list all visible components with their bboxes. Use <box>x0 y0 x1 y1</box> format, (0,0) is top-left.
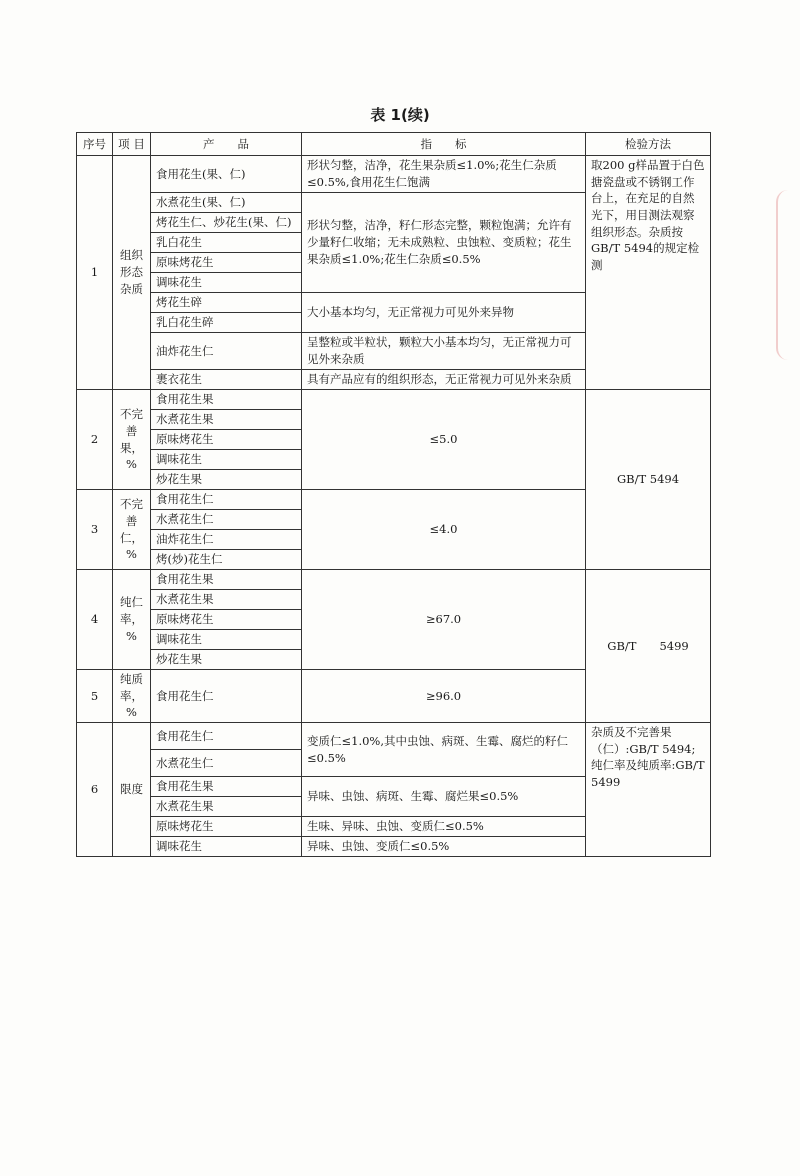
indicator-cell: ≤4.0 <box>302 490 586 570</box>
product-cell: 水煮花生仁 <box>151 750 302 777</box>
header-seq: 序号 <box>77 133 113 156</box>
seq-cell: 3 <box>77 490 113 570</box>
method-cell: GB/T 5494 <box>586 390 711 570</box>
header-method: 检验方法 <box>586 133 711 156</box>
table-title: 表 1(续) <box>370 106 430 124</box>
product-cell: 调味花生 <box>151 837 302 857</box>
indicator-cell: 呈整粒或半粒状，颗粒大小基本均匀，无正常视力可见外来杂质 <box>302 333 586 370</box>
product-cell: 乳白花生碎 <box>151 313 302 333</box>
item-cell: 不完善果，% <box>113 390 151 490</box>
product-cell: 食用花生果 <box>151 777 302 797</box>
indicator-cell: 生味、异味、虫蚀、变质仁≤0.5% <box>302 817 586 837</box>
indicator-cell: ≥96.0 <box>302 670 586 723</box>
indicator-cell: 形状匀整，洁净，花生果杂质≤1.0%;花生仁杂质≤0.5%,食用花生仁饱满 <box>302 156 586 193</box>
product-cell: 调味花生 <box>151 450 302 470</box>
table-row <box>77 723 711 750</box>
indicator-cell: 大小基本均匀，无正常视力可见外来异物 <box>302 293 586 333</box>
seq-cell: 5 <box>77 670 113 723</box>
product-cell: 食用花生果 <box>151 390 302 410</box>
product-cell: 水煮花生(果、仁) <box>151 193 302 213</box>
item-cell: 纯质率，% <box>113 670 151 723</box>
indicator-cell: ≥67.0 <box>302 570 586 670</box>
spec-table <box>76 132 728 857</box>
header-row <box>77 133 711 156</box>
product-cell: 原味烤花生 <box>151 817 302 837</box>
indicator-cell: 形状匀整，洁净，籽仁形态完整，颗粒饱满；允许有少量籽仁收缩；无未成熟粒、虫蚀粒、变质粒；花生果杂质≤1.0%;花生仁杂质≤0.5% <box>302 193 586 293</box>
indicator-cell: 具有产品应有的组织形态，无正常视力可见外来杂质 <box>302 370 586 390</box>
item-cell: 组织形态杂质 <box>113 156 151 390</box>
product-cell: 水煮花生仁 <box>151 510 302 530</box>
product-cell: 食用花生果 <box>151 570 302 590</box>
header-product: 产 品 <box>151 133 302 156</box>
table-row <box>77 570 711 590</box>
product-cell: 调味花生 <box>151 630 302 650</box>
seq-cell: 6 <box>77 723 113 857</box>
header-item: 项 目 <box>113 133 151 156</box>
product-cell: 食用花生(果、仁) <box>151 156 302 193</box>
product-cell: 食用花生仁 <box>151 490 302 510</box>
seq-cell: 4 <box>77 570 113 670</box>
product-cell: 裹衣花生 <box>151 370 302 390</box>
indicator-cell: 异味、虫蚀、病斑、生霉、腐烂果≤0.5% <box>302 777 586 817</box>
indicator-cell: 异味、虫蚀、变质仁≤0.5% <box>302 837 586 857</box>
item-cell: 纯仁率，% <box>113 570 151 670</box>
seq-cell: 1 <box>77 156 113 390</box>
product-cell: 水煮花生果 <box>151 797 302 817</box>
red-stamp-fragment <box>776 190 800 360</box>
indicator-cell: 变质仁≤1.0%,其中虫蚀、病斑、生霉、腐烂的籽仁≤0.5% <box>302 723 586 777</box>
product-cell: 食用花生仁 <box>151 670 302 723</box>
indicator-cell: ≤5.0 <box>302 390 586 490</box>
seq-cell: 2 <box>77 390 113 490</box>
product-cell: 调味花生 <box>151 273 302 293</box>
product-cell: 油炸花生仁 <box>151 333 302 370</box>
header-indicator: 指 标 <box>302 133 586 156</box>
product-cell: 乳白花生 <box>151 233 302 253</box>
product-cell: 水煮花生果 <box>151 410 302 430</box>
product-cell: 原味烤花生 <box>151 430 302 450</box>
product-cell: 原味烤花生 <box>151 253 302 273</box>
product-cell: 食用花生仁 <box>151 723 302 750</box>
table-row <box>77 156 711 193</box>
method-cell: 取200 g样品置于白色搪瓷盘或不锈钢工作台上，在充足的自然光下，用目测法观察组织形态。杂质按GB/T 5494的规定检测 <box>586 156 711 390</box>
method-cell: GB/T 5499 <box>586 570 711 723</box>
product-cell: 油炸花生仁 <box>151 530 302 550</box>
item-cell: 不完善仁，% <box>113 490 151 570</box>
product-cell: 炒花生果 <box>151 650 302 670</box>
product-cell: 水煮花生果 <box>151 590 302 610</box>
method-cell: 杂质及不完善果（仁）:GB/T 5494;纯仁率及纯质率:GB/T 5499 <box>586 723 711 857</box>
product-cell: 烤花生碎 <box>151 293 302 313</box>
table-row <box>77 390 711 410</box>
item-cell: 限度 <box>113 723 151 857</box>
product-cell: 炒花生果 <box>151 470 302 490</box>
product-cell: 原味烤花生 <box>151 610 302 630</box>
product-cell: 烤花生仁、炒花生(果、仁) <box>151 213 302 233</box>
product-cell: 烤(炒)花生仁 <box>151 550 302 570</box>
